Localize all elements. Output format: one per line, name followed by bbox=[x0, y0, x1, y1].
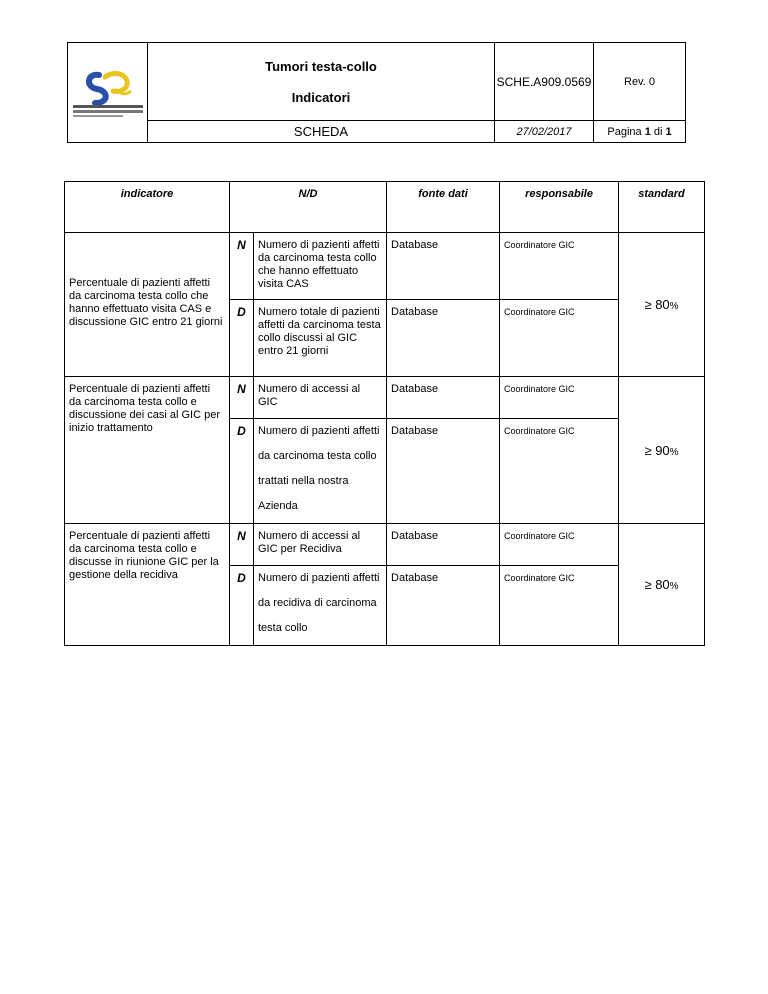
page-prefix: Pagina bbox=[607, 125, 645, 138]
document-revision: Rev. 0 bbox=[594, 43, 686, 121]
standard-percent: % bbox=[669, 446, 679, 458]
nd-label: D bbox=[230, 566, 254, 646]
standard-value: ≥ 80 bbox=[644, 577, 670, 592]
page-separator: di bbox=[650, 125, 666, 138]
nd-text: Numero di accessi al GIC bbox=[254, 377, 387, 419]
header-standard: standard bbox=[619, 182, 705, 233]
page-number: 1 bbox=[644, 125, 651, 138]
data-source: Database bbox=[387, 524, 500, 566]
indicator-text: Percentuale di pazienti affetti da carcinoma testa collo e discusse in riunione GIC per la gestione della recidiva bbox=[69, 530, 219, 581]
document-date: 27/02/2017 bbox=[495, 121, 594, 143]
responsible: Coordinatore GIC bbox=[500, 300, 619, 377]
document-subtitle: Indicatori bbox=[291, 89, 351, 105]
table-row bbox=[65, 377, 705, 419]
nd-label: N bbox=[230, 377, 254, 419]
page-indicator bbox=[594, 121, 686, 143]
nd-text: Numero di pazienti affetti da carcinoma testa collo trattati nella nostra Azienda bbox=[254, 419, 387, 524]
section-label: SCHEDA bbox=[148, 121, 495, 143]
logo-cell bbox=[68, 43, 148, 143]
table-header-row bbox=[65, 182, 705, 233]
nd-label: N bbox=[230, 233, 254, 300]
data-source: Database bbox=[387, 419, 500, 524]
indicators-table bbox=[64, 181, 705, 646]
indicator-cell bbox=[65, 233, 230, 377]
header-responsabile: responsabile bbox=[500, 182, 619, 233]
table-row bbox=[65, 524, 705, 566]
nd-text: Numero totale di pazienti affetti da carcinoma testa collo discussi al GIC entro 21 giorni bbox=[254, 300, 387, 377]
responsible: Coordinatore GIC bbox=[500, 566, 619, 646]
standard-cell bbox=[619, 524, 705, 646]
nd-text: Numero di pazienti affetti da recidiva di carcinoma testa collo bbox=[254, 566, 387, 646]
indicator-cell bbox=[65, 377, 230, 524]
table-row bbox=[65, 233, 705, 300]
nd-label: D bbox=[230, 419, 254, 524]
header-fonte: fonte dati bbox=[387, 182, 500, 233]
responsible: Coordinatore GIC bbox=[500, 524, 619, 566]
responsible: Coordinatore GIC bbox=[500, 377, 619, 419]
standard-value: ≥ 80 bbox=[644, 297, 670, 312]
hospital-logo-icon bbox=[69, 67, 147, 119]
nd-text: Numero di accessi al GIC per Recidiva bbox=[254, 524, 387, 566]
responsible: Coordinatore GIC bbox=[500, 233, 619, 300]
header-title-cell bbox=[148, 43, 495, 121]
data-source: Database bbox=[387, 566, 500, 646]
standard-cell bbox=[619, 233, 705, 377]
data-source: Database bbox=[387, 233, 500, 300]
page-total: 1 bbox=[665, 125, 672, 138]
document-header bbox=[67, 42, 686, 143]
standard-percent: % bbox=[669, 581, 679, 592]
responsible: Coordinatore GIC bbox=[500, 419, 619, 524]
header-nd: N/D bbox=[230, 182, 387, 233]
standard-cell bbox=[619, 377, 705, 524]
document-title: Tumori testa-collo bbox=[265, 58, 377, 74]
indicator-text: Percentuale di pazienti affetti da carcinoma testa collo che hanno effettuato visita CAS e discussione GIC entro 21 giorni bbox=[69, 276, 223, 328]
data-source: Database bbox=[387, 377, 500, 419]
document-code: SCHE.A909.0569 bbox=[495, 43, 594, 121]
standard-percent: % bbox=[669, 301, 679, 312]
indicator-cell bbox=[65, 524, 230, 646]
nd-label: D bbox=[230, 300, 254, 377]
nd-text: Numero di pazienti affetti da carcinoma testa collo che hanno effettuato visita CAS bbox=[254, 233, 387, 300]
indicator-text: Percentuale di pazienti affetti da carcinoma testa collo e discussione dei casi al GIC per inizio trattamento bbox=[69, 383, 221, 434]
data-source: Database bbox=[387, 300, 500, 377]
standard-value: ≥ 90 bbox=[644, 442, 670, 458]
nd-label: N bbox=[230, 524, 254, 566]
header-indicatore: indicatore bbox=[65, 182, 230, 233]
